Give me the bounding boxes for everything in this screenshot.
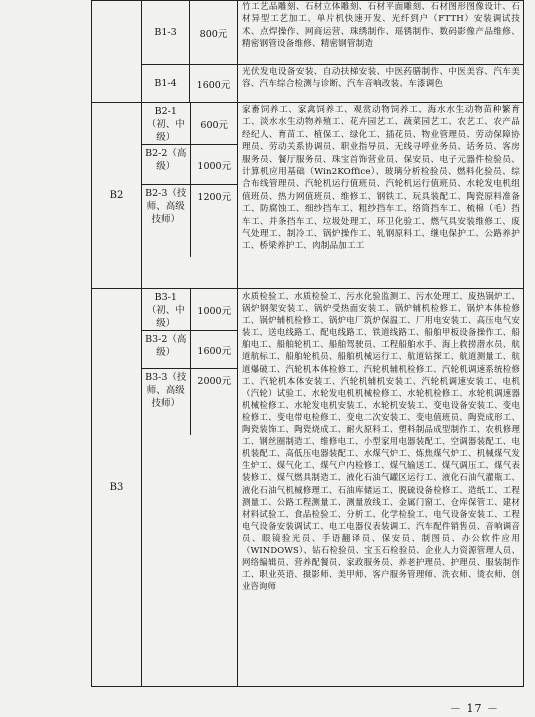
subsidy-amount: 1600元 bbox=[190, 331, 238, 369]
sub-grade-code: B1-4 bbox=[142, 65, 190, 103]
subsidy-amount: 1000元 bbox=[190, 145, 238, 185]
page-number: － 17 － bbox=[450, 702, 499, 715]
sub-grade-code: B2-1（初、中级） bbox=[142, 103, 190, 145]
occupation-list: 家畜饲养工、家禽饲养工、观赏动物饲养工、海水水生动物苗种繁育工、淡水水生动物养殖工、花卉园艺工、蔬菜园艺工、农艺工、农产品经纪人、育苗工、植保工、绿化工、插花员、物业管理员、劳动保障协理员、劳动关系协调员、职业指导员、无线寻呼业务员、话务员、客房服务员、餐厅服务员、珠宝首饰营业员、保安员、电子元器件检验员、计算机应用基础（Win2KOffice）、玻璃分析检验员、燃料化验员、综合布线管理员、汽轮机运行值班员、汽轮机运行值班员、水轮发电机组值班员、热力网值班员、维修工、钢铁工、玩具装配工、陶瓷原料准备工、防腐蚀工、细纱挡车工、粗纱挡车工、络筒挡车工、梳棉（毛）挡车工、并条挡车工、垃圾处理工、环卫化验工、燃气具安装维修工、废气处理工、制冷工、锅炉操作工、轧钢原料工、继电保护工、公路养护工、桥梁养护工、肉制品加工工 bbox=[238, 103, 524, 289]
subsidy-standard-table bbox=[91, 0, 524, 687]
grade-cell-b1-continued bbox=[92, 1, 142, 103]
sub-grade-code: B3-3（技师、高级技师） bbox=[142, 369, 190, 435]
table-row bbox=[92, 1, 524, 65]
sub-grade-table bbox=[142, 289, 238, 435]
occupation-list: 水质检验工、水质检验工、污水化验监测工、污水处理工、废热锅炉工、锅炉钢架安装工、锅炉受热面安装工、锅炉辅机检修工、锅炉本体检修工、锅炉辅机检修工、锅炉电厂筑炉保温工、厂用电安装工、高压电气安装工、送电线路工、配电线路工、铁道线路工、船舶甲板设备操作工、船舶电工、船舶轮机工、船舶驾驶员、工程船舶水手、海上救捞潜水员、航道航标工、船舶轮机员、船舶机械运行工、航道钻探工、航道测量工、航道爆破工、汽轮机本体检修工、汽轮机辅机检修工、汽轮机调速系统检修工、汽轮机本体安装工、汽轮机辅机安装工、汽轮机调速安装工、电机（汽轮）试验工、水轮发电机机械检修工、水轮机检修工、水轮机调速器机械检修工、水轮发电机安装工、水轮机安装工、变电设备安装工、变电检修工、变电带电检修工、变电二次安装工、变电值班员、陶瓷成形工、陶瓷装饰工、陶瓷烧成工、耐火原料工、塑料制品成型制作工、农机修理工、钢丝圈制造工、维修电工、小型家用电器装配工、空调器装配工、电机装配工、高低压电器装配工、水煤气炉工、炼焦煤气炉工、机械煤气发生炉工、煤气化工、煤气户内检修工、煤气输送工、煤气调压工、煤气表装修工、煤气燃具制造工、液化石油气罐区运行工、液化石油气灌瓶工、液化石油气机械修理工、石油库储运工、脱硫设备检修工、造纸工、工程测量工、公路工程测量工、测量放线工、金属门窗工、仓库保管工、建材材料试验工、食品检验工、分析工、化学检验工、电气设备安装工、工程电气设备安装调试工、电工电器仪表装调工、汽车配件销售员、音响调音员、眼镜验光员、手语翻译员、保安员、制图员、办公软件应用（WINDOWS）、钻石检验员、宝玉石检验员、企业人力资源管理人员、网络编辑员、营养配餐员、家政服务员、养老护理员、护理员、服装制作工、职业英语、摄影师、美甲师、客户服务管理师、洗衣师、烫衣师、创业咨询师 bbox=[238, 289, 524, 687]
subsidy-amount: 800元 bbox=[190, 1, 238, 65]
subsidy-amount: 1000元 bbox=[190, 289, 238, 331]
table-row bbox=[92, 289, 524, 687]
sub-grade-code: B2-2（高级） bbox=[142, 145, 190, 185]
sub-grade-row bbox=[142, 145, 238, 185]
sub-grade-code: B1-3 bbox=[142, 1, 190, 65]
sub-grade-group bbox=[142, 289, 238, 687]
table-row bbox=[92, 65, 524, 103]
sub-grade-row bbox=[142, 331, 238, 369]
grade-label: B2 bbox=[92, 103, 142, 289]
sub-grade-code: B3-2（高级） bbox=[142, 331, 190, 369]
sub-grade-row bbox=[142, 103, 238, 145]
sub-grade-code: B2-3（技师、高级技师） bbox=[142, 185, 190, 257]
subsidy-amount: 600元 bbox=[190, 103, 238, 145]
table-row bbox=[92, 103, 524, 289]
subsidy-amount: 1600元 bbox=[190, 65, 238, 103]
sub-grade-row bbox=[142, 369, 238, 435]
subsidy-amount: 1200元 bbox=[197, 192, 232, 203]
occupation-list: 光伏发电设备安装、自动扶梯安装、中医药膳制作、中医美容、汽车美容、汽车综合检测与诊断、汽车音响改装、车漆调色 bbox=[238, 65, 524, 103]
occupation-list: 竹工艺品雕刻、石材立体雕刻、石材平面雕刻、石材图形图像设计、石材异型工艺加工、单片机快速开发、光纤到户（FTTH）安装调试技术、点焊操作、网商运营、珠绣制作、瑶锈制作、数码影像产品维修、精密钢管设备维修、精密钢管制造 bbox=[238, 1, 524, 65]
grade-label: B3 bbox=[92, 289, 142, 687]
sub-grade-code: B3-1（初、中级） bbox=[142, 289, 190, 331]
sub-grade-row bbox=[142, 185, 238, 257]
subsidy-amount: 2000元 bbox=[197, 376, 232, 387]
sub-grade-row bbox=[142, 289, 238, 331]
sub-grade-group bbox=[142, 103, 238, 289]
sub-grade-table bbox=[142, 103, 238, 257]
